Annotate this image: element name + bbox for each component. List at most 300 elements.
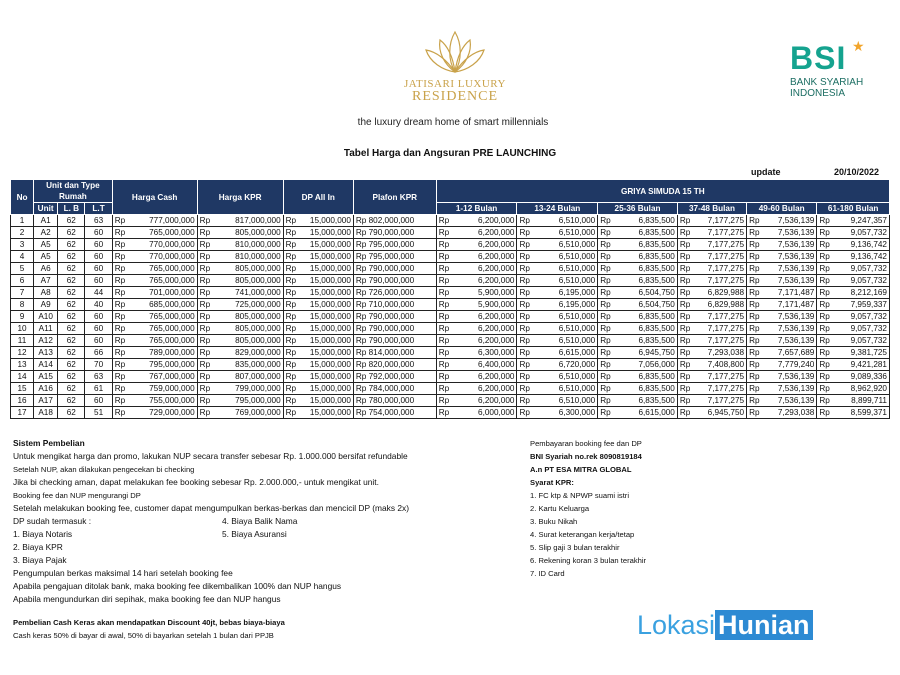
- cell-t5: 7,536,139: [760, 227, 817, 239]
- header-tenor-6: 61-180 Bulan: [817, 203, 890, 215]
- currency-label: Rp: [355, 264, 367, 273]
- cell-lb: 62: [58, 215, 85, 227]
- table-body: [11, 215, 890, 419]
- currency-label: Rp: [112, 251, 126, 263]
- currency-label: Rp: [598, 383, 612, 395]
- currency-label: Rp: [517, 383, 531, 395]
- currency-label: Rp: [517, 407, 531, 419]
- table-row: [11, 239, 890, 251]
- cell-unit: A6: [34, 263, 58, 275]
- currency-label: Rp: [677, 359, 691, 371]
- cell-no: 12: [11, 347, 34, 359]
- cell-no: 11: [11, 335, 34, 347]
- cell-t4: 7,177,275: [691, 383, 747, 395]
- currency-label: Rp: [197, 239, 211, 251]
- plafon-value: 790,000,000: [368, 324, 415, 333]
- currency-label: Rp: [355, 240, 367, 249]
- currency-label: Rp: [436, 407, 450, 419]
- table-title: Tabel Harga dan Angsuran PRE LAUNCHING: [343, 148, 557, 159]
- cell-t2: 6,300,000: [531, 407, 598, 419]
- cell-unit: A16: [34, 383, 58, 395]
- currency-label: Rp: [677, 395, 691, 407]
- cell-t6: 9,057,732: [830, 263, 889, 275]
- kpr-requirement: 6. Rekening koran 3 bulan terakhir: [530, 556, 647, 565]
- cell-lb: 62: [58, 275, 85, 287]
- cell-t2: 6,510,000: [531, 371, 598, 383]
- currency-label: Rp: [197, 407, 211, 419]
- cell-dp: 15,000,000: [297, 215, 354, 227]
- cell-unit: A5: [34, 239, 58, 251]
- currency-label: Rp: [112, 263, 126, 275]
- watermark-part-1: Lokasi: [637, 610, 716, 640]
- currency-label: Rp: [436, 227, 450, 239]
- cell-t4: 7,177,275: [691, 251, 747, 263]
- plafon-value: 726,000,000: [368, 288, 415, 297]
- currency-label: Rp: [677, 215, 691, 227]
- cell-t4: 7,177,275: [691, 395, 747, 407]
- cell-no: 1: [11, 215, 34, 227]
- lokasihunian-watermark: [637, 610, 813, 640]
- cell-kpr: 799,000,000: [211, 383, 283, 395]
- cell-dp: 15,000,000: [297, 407, 354, 419]
- currency-label: Rp: [677, 299, 691, 311]
- header-unit: Unit: [34, 203, 58, 215]
- currency-label: Rp: [817, 251, 831, 263]
- plafon-value: 784,000,000: [368, 384, 415, 393]
- cash-heading: Pembelian Cash Keras akan mendapatkan Discount 40jt, bebas biaya-biaya: [13, 618, 285, 627]
- cell-t3: 6,835,500: [611, 395, 677, 407]
- cell-plafon: [353, 263, 436, 275]
- currency-label: Rp: [817, 215, 831, 227]
- cell-cash: 765,000,000: [126, 275, 197, 287]
- cell-t4: 7,177,275: [691, 275, 747, 287]
- currency-label: Rp: [747, 227, 761, 239]
- cell-kpr: 810,000,000: [211, 251, 283, 263]
- header-no: No: [11, 180, 34, 215]
- currency-label: Rp: [598, 407, 612, 419]
- cell-unit: A2: [34, 227, 58, 239]
- cell-no: 17: [11, 407, 34, 419]
- currency-label: Rp: [598, 263, 612, 275]
- currency-label: Rp: [598, 275, 612, 287]
- cell-kpr: 805,000,000: [211, 323, 283, 335]
- currency-label: Rp: [355, 372, 367, 381]
- currency-label: Rp: [283, 407, 297, 419]
- cell-plafon: [353, 323, 436, 335]
- currency-label: Rp: [747, 263, 761, 275]
- cell-t2: 6,510,000: [531, 335, 598, 347]
- currency-label: Rp: [436, 215, 450, 227]
- cell-t2: 6,510,000: [531, 239, 598, 251]
- currency-label: Rp: [747, 275, 761, 287]
- bank-line-1: BANK SYARIAH: [790, 77, 864, 88]
- cell-t6: 9,057,732: [830, 311, 889, 323]
- currency-label: Rp: [355, 396, 367, 405]
- cell-t6: 9,057,732: [830, 335, 889, 347]
- cell-t2: 6,510,000: [531, 215, 598, 227]
- cell-lb: 62: [58, 371, 85, 383]
- cell-t3: 6,835,500: [611, 215, 677, 227]
- cell-lb: 62: [58, 407, 85, 419]
- cell-cash: 770,000,000: [126, 239, 197, 251]
- cell-t6: 8,599,371: [830, 407, 889, 419]
- cell-lb: 62: [58, 335, 85, 347]
- cell-t3: 6,835,500: [611, 239, 677, 251]
- jatisari-logo: [395, 28, 515, 104]
- cell-kpr: 725,000,000: [211, 299, 283, 311]
- currency-label: Rp: [517, 299, 531, 311]
- dp-item: 2. Biaya KPR: [13, 542, 63, 552]
- plafon-value: 795,000,000: [368, 252, 415, 261]
- cell-no: 16: [11, 395, 34, 407]
- currency-label: Rp: [747, 239, 761, 251]
- notes-line-1: Untuk mengikat harga dan promo, lakukan NUP secara transfer sebesar Rp. 1.000.000 bersifat refundable: [13, 451, 408, 461]
- currency-label: Rp: [197, 347, 211, 359]
- cell-t2: 6,195,000: [531, 287, 598, 299]
- cell-lt: 60: [85, 239, 112, 251]
- cell-t6: 9,247,357: [830, 215, 889, 227]
- bank-line-2: INDONESIA: [790, 88, 846, 99]
- cell-no: 5: [11, 263, 34, 275]
- cell-t2: 6,195,000: [531, 299, 598, 311]
- cell-t4: 6,945,750: [691, 407, 747, 419]
- cell-cash: 755,000,000: [126, 395, 197, 407]
- cell-kpr: 829,000,000: [211, 347, 283, 359]
- currency-label: Rp: [817, 239, 831, 251]
- cell-lb: 62: [58, 263, 85, 275]
- cell-t2: 6,510,000: [531, 263, 598, 275]
- currency-label: Rp: [283, 359, 297, 371]
- star-icon: ★: [852, 38, 865, 54]
- cell-t1: 6,200,000: [450, 239, 517, 251]
- cell-lb: 62: [58, 227, 85, 239]
- currency-label: Rp: [817, 395, 831, 407]
- currency-label: Rp: [436, 299, 450, 311]
- cell-unit: A10: [34, 311, 58, 323]
- cell-unit: A8: [34, 287, 58, 299]
- currency-label: Rp: [817, 287, 831, 299]
- dp-item: 4. Biaya Balik Nama: [222, 516, 298, 526]
- cell-t3: 6,835,500: [611, 227, 677, 239]
- cell-unit: A7: [34, 275, 58, 287]
- cell-t5: 7,657,689: [760, 347, 817, 359]
- cell-t2: 6,510,000: [531, 311, 598, 323]
- currency-label: Rp: [677, 227, 691, 239]
- notes-line-2: Setelah NUP, akan dilakukan pengecekan bi checking: [13, 465, 195, 474]
- cell-t1: 6,200,000: [450, 215, 517, 227]
- currency-label: Rp: [677, 347, 691, 359]
- cell-t3: 6,835,500: [611, 335, 677, 347]
- currency-label: Rp: [112, 383, 126, 395]
- cell-t3: 6,504,750: [611, 299, 677, 311]
- currency-label: Rp: [817, 335, 831, 347]
- cell-unit: A18: [34, 407, 58, 419]
- currency-label: Rp: [355, 324, 367, 333]
- cell-no: 13: [11, 359, 34, 371]
- currency-label: Rp: [112, 299, 126, 311]
- plafon-value: 814,000,000: [368, 348, 415, 357]
- table-row: [11, 299, 890, 311]
- cell-lt: 60: [85, 263, 112, 275]
- cell-lt: 60: [85, 335, 112, 347]
- currency-label: Rp: [436, 395, 450, 407]
- cell-t3: 6,835,500: [611, 275, 677, 287]
- cell-cash: 789,000,000: [126, 347, 197, 359]
- brand-line-1: JATISARI LUXURY: [404, 78, 506, 90]
- cell-t1: 6,200,000: [450, 275, 517, 287]
- cell-plafon: [353, 275, 436, 287]
- table-row: [11, 275, 890, 287]
- cell-t3: 6,504,750: [611, 287, 677, 299]
- cell-t4: 7,293,038: [691, 347, 747, 359]
- currency-label: Rp: [283, 275, 297, 287]
- cell-t6: 9,136,742: [830, 239, 889, 251]
- currency-label: Rp: [197, 395, 211, 407]
- update-date: 20/10/2022: [834, 167, 880, 177]
- currency-label: Rp: [112, 407, 126, 419]
- currency-label: Rp: [517, 287, 531, 299]
- cell-lt: 60: [85, 323, 112, 335]
- currency-label: Rp: [817, 347, 831, 359]
- header-harga-kpr: Harga KPR: [197, 180, 283, 215]
- cell-t5: 7,293,038: [760, 407, 817, 419]
- table-row: [11, 251, 890, 263]
- cell-dp: 15,000,000: [297, 299, 354, 311]
- notes-line-7: Apabila pengajuan ditolak bank, maka booking fee dikembalikan 100% dan NUP hangus: [13, 581, 342, 591]
- cell-t1: 6,200,000: [450, 263, 517, 275]
- cell-no: 10: [11, 323, 34, 335]
- cell-plafon: [353, 299, 436, 311]
- dp-item: 3. Biaya Pajak: [13, 555, 67, 565]
- currency-label: Rp: [355, 336, 367, 345]
- tagline: the luxury dream home of smart millennials: [357, 117, 549, 128]
- cell-no: 2: [11, 227, 34, 239]
- kpr-requirement: 3. Buku Nikah: [530, 517, 578, 526]
- table-row: [11, 371, 890, 383]
- currency-label: Rp: [747, 371, 761, 383]
- cell-lt: 51: [85, 407, 112, 419]
- plafon-value: 790,000,000: [368, 312, 415, 321]
- currency-label: Rp: [747, 395, 761, 407]
- currency-label: Rp: [436, 275, 450, 287]
- cell-unit: A1: [34, 215, 58, 227]
- cell-dp: 15,000,000: [297, 227, 354, 239]
- currency-label: Rp: [677, 335, 691, 347]
- currency-label: Rp: [283, 263, 297, 275]
- currency-label: Rp: [677, 251, 691, 263]
- currency-label: Rp: [598, 311, 612, 323]
- currency-label: Rp: [283, 239, 297, 251]
- kpr-requirement: 7. ID Card: [530, 569, 565, 578]
- currency-label: Rp: [355, 276, 367, 285]
- currency-label: Rp: [283, 251, 297, 263]
- cell-t1: 6,200,000: [450, 383, 517, 395]
- currency-label: Rp: [112, 215, 126, 227]
- cell-dp: 15,000,000: [297, 335, 354, 347]
- plafon-value: 795,000,000: [368, 240, 415, 249]
- currency-label: Rp: [197, 275, 211, 287]
- header-plafon: Plafon KPR: [353, 180, 436, 215]
- cell-t4: 7,177,275: [691, 371, 747, 383]
- kpr-requirement: 4. Surat keterangan kerja/tetap: [530, 530, 635, 539]
- table-row: [11, 335, 890, 347]
- plafon-value: 790,000,000: [368, 276, 415, 285]
- cell-unit: A12: [34, 335, 58, 347]
- notes-line-3: Jika bi checking aman, dapat melakukan fee booking sebesar Rp. 2.000.000,- untuk mengikat unit.: [13, 477, 379, 487]
- cell-plafon: [353, 215, 436, 227]
- cell-t6: 9,136,742: [830, 251, 889, 263]
- cell-no: 7: [11, 287, 34, 299]
- cell-lt: 60: [85, 395, 112, 407]
- cell-kpr: 807,000,000: [211, 371, 283, 383]
- cell-plafon: [353, 383, 436, 395]
- currency-label: Rp: [677, 371, 691, 383]
- currency-label: Rp: [747, 383, 761, 395]
- cell-t5: 7,536,139: [760, 335, 817, 347]
- cell-unit: A17: [34, 395, 58, 407]
- kpr-requirement: 5. Slip gaji 3 bulan terakhir: [530, 543, 620, 552]
- currency-label: Rp: [283, 395, 297, 407]
- cell-t1: 6,300,000: [450, 347, 517, 359]
- cell-t5: 7,536,139: [760, 239, 817, 251]
- currency-label: Rp: [677, 239, 691, 251]
- notes-heading: Sistem Pembelian: [13, 438, 85, 448]
- currency-label: Rp: [436, 263, 450, 275]
- currency-label: Rp: [436, 311, 450, 323]
- currency-label: Rp: [598, 251, 612, 263]
- cell-t6: 8,212,169: [830, 287, 889, 299]
- cell-dp: 15,000,000: [297, 287, 354, 299]
- currency-label: Rp: [517, 395, 531, 407]
- header-lb: L. B: [58, 203, 85, 215]
- currency-label: Rp: [517, 263, 531, 275]
- cell-t1: 5,900,000: [450, 287, 517, 299]
- currency-label: Rp: [112, 395, 126, 407]
- cell-kpr: 805,000,000: [211, 335, 283, 347]
- currency-label: Rp: [197, 383, 211, 395]
- currency-label: Rp: [112, 227, 126, 239]
- header-tenor-1: 1-12 Bulan: [436, 203, 517, 215]
- cell-t5: 7,536,139: [760, 251, 817, 263]
- currency-label: Rp: [197, 263, 211, 275]
- cell-t5: 7,536,139: [760, 263, 817, 275]
- cell-cash: 685,000,000: [126, 299, 197, 311]
- currency-label: Rp: [197, 323, 211, 335]
- cell-t2: 6,510,000: [531, 227, 598, 239]
- cell-t5: 7,536,139: [760, 275, 817, 287]
- cell-t1: 6,200,000: [450, 335, 517, 347]
- cell-plafon: [353, 311, 436, 323]
- cell-dp: 15,000,000: [297, 359, 354, 371]
- currency-label: Rp: [677, 407, 691, 419]
- cell-no: 8: [11, 299, 34, 311]
- cell-t5: 7,536,139: [760, 215, 817, 227]
- cell-t5: 7,779,240: [760, 359, 817, 371]
- cell-t3: 6,945,750: [611, 347, 677, 359]
- currency-label: Rp: [817, 311, 831, 323]
- payment-holder: A.n PT ESA MITRA GLOBAL: [530, 465, 632, 474]
- cell-no: 15: [11, 383, 34, 395]
- header-tenor-3: 25-36 Bulan: [598, 203, 678, 215]
- cell-dp: 15,000,000: [297, 323, 354, 335]
- cell-kpr: 805,000,000: [211, 263, 283, 275]
- cell-lb: 62: [58, 395, 85, 407]
- currency-label: Rp: [817, 359, 831, 371]
- currency-label: Rp: [747, 311, 761, 323]
- cell-t5: 7,536,139: [760, 311, 817, 323]
- currency-label: Rp: [197, 335, 211, 347]
- cell-t6: 9,057,732: [830, 227, 889, 239]
- plafon-value: 820,000,000: [368, 360, 415, 369]
- cell-lt: 60: [85, 227, 112, 239]
- currency-label: Rp: [517, 335, 531, 347]
- currency-label: Rp: [747, 335, 761, 347]
- cell-lt: 60: [85, 275, 112, 287]
- brand-line-2: RESIDENCE: [412, 89, 498, 104]
- header-dp: DP All In: [283, 180, 353, 215]
- currency-label: Rp: [517, 227, 531, 239]
- cell-no: 14: [11, 371, 34, 383]
- cell-no: 9: [11, 311, 34, 323]
- cell-t5: 7,536,139: [760, 383, 817, 395]
- dp-item: 5. Biaya Asuransi: [222, 529, 287, 539]
- cell-lb: 62: [58, 323, 85, 335]
- currency-label: Rp: [283, 215, 297, 227]
- cell-t4: 7,177,275: [691, 215, 747, 227]
- cell-t6: 7,959,337: [830, 299, 889, 311]
- cell-t4: 7,177,275: [691, 263, 747, 275]
- cell-dp: 15,000,000: [297, 395, 354, 407]
- cell-dp: 15,000,000: [297, 371, 354, 383]
- currency-label: Rp: [436, 359, 450, 371]
- currency-label: Rp: [598, 347, 612, 359]
- cell-dp: 15,000,000: [297, 263, 354, 275]
- cell-plafon: [353, 359, 436, 371]
- currency-label: Rp: [283, 371, 297, 383]
- currency-label: Rp: [436, 239, 450, 251]
- currency-label: Rp: [436, 371, 450, 383]
- cash-line: Cash keras 50% di bayar di awal, 50% di bayarkan setelah 1 bulan dari PPJB: [13, 631, 274, 640]
- currency-label: Rp: [112, 311, 126, 323]
- cell-cash: 777,000,000: [126, 215, 197, 227]
- cell-cash: 795,000,000: [126, 359, 197, 371]
- cell-t6: 9,421,281: [830, 359, 889, 371]
- currency-label: Rp: [598, 395, 612, 407]
- currency-label: Rp: [517, 359, 531, 371]
- currency-label: Rp: [517, 275, 531, 287]
- cell-t1: 6,000,000: [450, 407, 517, 419]
- currency-label: Rp: [747, 251, 761, 263]
- cell-plafon: [353, 239, 436, 251]
- table-row: [11, 347, 890, 359]
- payment-account: BNI Syariah no.rek 8090819184: [530, 452, 642, 461]
- cell-no: 4: [11, 251, 34, 263]
- currency-label: Rp: [598, 239, 612, 251]
- currency-label: Rp: [598, 371, 612, 383]
- bsi-logo: [790, 38, 890, 99]
- cell-kpr: 741,000,000: [211, 287, 283, 299]
- currency-label: Rp: [355, 216, 367, 225]
- currency-label: Rp: [747, 215, 761, 227]
- currency-label: Rp: [747, 347, 761, 359]
- cell-t3: 6,835,500: [611, 323, 677, 335]
- currency-label: Rp: [677, 323, 691, 335]
- cell-t3: 6,835,500: [611, 311, 677, 323]
- notes-line-6: Pengumpulan berkas maksimal 14 hari setelah booking fee: [13, 568, 233, 578]
- cell-cash: 765,000,000: [126, 263, 197, 275]
- currency-label: Rp: [355, 228, 367, 237]
- cell-t1: 6,200,000: [450, 395, 517, 407]
